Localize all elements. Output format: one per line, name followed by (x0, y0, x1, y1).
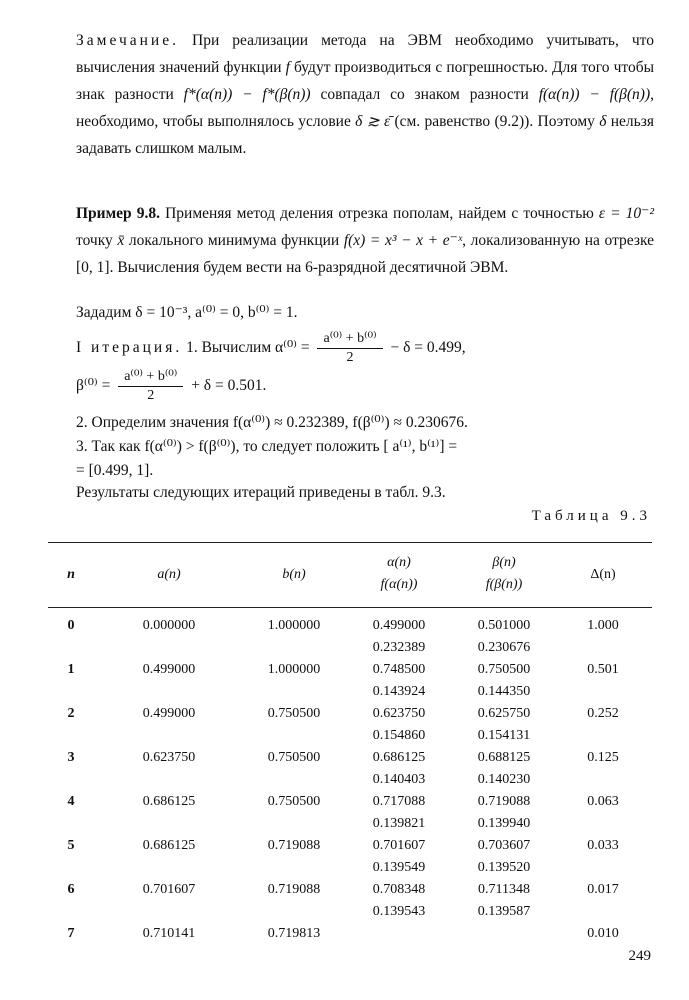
cell-n: 5 (67, 838, 75, 853)
cell-delta: 0.125 (587, 750, 619, 765)
cell-f-alpha: 0.139549 (372, 860, 426, 875)
header-b: b(n) (282, 567, 306, 582)
cell-alpha: 0.623750 (372, 706, 426, 721)
empty-cell (94, 681, 244, 703)
empty-cell (48, 901, 94, 923)
cell-n: 1 (67, 662, 75, 677)
header-alpha: α(n) (387, 555, 411, 570)
beta-line (76, 368, 654, 405)
cell-f-beta: 0.139520 (477, 860, 531, 875)
cell-a: 0.623750 (142, 750, 196, 765)
empty-cell (48, 725, 94, 747)
iteration-step-end: − δ = 0.499, (390, 339, 466, 357)
fraction-denominator: 2 (346, 350, 354, 365)
table-row (48, 923, 652, 945)
cell-f-alpha (344, 945, 454, 967)
cell-a: 0.686125 (142, 794, 196, 809)
empty-cell (244, 901, 344, 923)
cell-beta (454, 923, 554, 945)
example-paragraph (76, 200, 654, 281)
cell-alpha (344, 923, 454, 945)
remark-lead: Замечание. (76, 32, 179, 49)
empty-cell (244, 945, 344, 967)
header-f-beta: f(β(n)) (485, 577, 523, 592)
cell-b: 0.719813 (267, 926, 321, 941)
empty-cell (94, 901, 244, 923)
remark-text: , необходимо, чтобы выполнялось условие (76, 86, 655, 130)
cell-beta: 0.719088 (477, 794, 531, 809)
cell-b: 0.750500 (267, 794, 321, 809)
table-body (48, 615, 652, 967)
cell-alpha: 0.748500 (372, 662, 426, 677)
empty-cell (244, 637, 344, 659)
table-header-rule (48, 607, 652, 608)
fraction (317, 330, 382, 367)
empty-cell (554, 901, 652, 923)
cell-alpha: 0.499000 (372, 618, 426, 633)
cell-delta: 0.033 (587, 838, 619, 853)
empty-cell (554, 681, 652, 703)
beta-start: β⁽⁰⁾ = (76, 377, 111, 395)
table-row-values (48, 725, 652, 747)
table-row-values (48, 945, 652, 967)
cell-f-beta: 0.154131 (477, 728, 531, 743)
table-header (48, 548, 652, 604)
iterations-table (48, 615, 652, 967)
step3-text: = [0.499, 1]. (76, 462, 154, 479)
set-line (76, 300, 654, 326)
iteration-label: I итерация. (76, 339, 183, 357)
empty-cell (94, 945, 244, 967)
empty-cell (554, 769, 652, 791)
cell-f-alpha: 0.139821 (372, 816, 426, 831)
cell-a: 0.000000 (142, 618, 196, 633)
table-row (48, 703, 652, 725)
set-line-text: Зададим δ = 10⁻³, a⁽⁰⁾ = 0, b⁽⁰⁾ = 1. (76, 304, 298, 321)
cell-b: 1.000000 (267, 662, 321, 677)
example-label: Пример 9.8. (76, 205, 160, 222)
empty-cell (554, 857, 652, 879)
step3-text: 3. Так как f(α⁽⁰⁾) > f(β⁽⁰⁾), то следует положить [ a⁽¹⁾, b⁽¹⁾] = (76, 438, 458, 455)
step3-line (76, 434, 654, 460)
empty-cell (554, 813, 652, 835)
cell-n: 0 (67, 618, 75, 633)
math-function: f(x) = x³ − x + e⁻ˣ (343, 232, 463, 249)
empty-cell (554, 725, 652, 747)
cell-a: 0.499000 (142, 706, 196, 721)
example-text: локального минимума функции (124, 232, 344, 249)
math-f: f (285, 59, 290, 76)
math-delta: δ (599, 113, 607, 130)
cell-a: 0.686125 (142, 838, 196, 853)
remark-text: будут производиться с погрешностью. Для того чтобы знак разности (76, 59, 655, 103)
empty-cell (244, 769, 344, 791)
cell-f-alpha: 0.143924 (372, 684, 426, 699)
header-delta: Δ(n) (590, 567, 616, 582)
table-row (48, 791, 652, 813)
fraction (118, 368, 183, 405)
cell-f-alpha: 0.232389 (372, 640, 426, 655)
math-expression: f(α(n)) − f(β(n)) (538, 86, 651, 103)
table-row-values (48, 637, 652, 659)
cell-delta: 0.252 (587, 706, 619, 721)
results-text: Результаты следующих итераций приведены в табл. 9.3. (76, 484, 446, 501)
cell-beta: 0.711348 (478, 882, 530, 897)
cell-f-beta: 0.140230 (477, 772, 531, 787)
empty-cell (244, 857, 344, 879)
cell-f-beta: 0.144350 (477, 684, 531, 699)
fraction-numerator: a⁽⁰⁾ + b⁽⁰⁾ (317, 330, 382, 349)
cell-alpha: 0.686125 (372, 750, 426, 765)
cell-delta: 0.501 (587, 662, 619, 677)
empty-cell (48, 637, 94, 659)
cell-delta: 0.017 (587, 882, 619, 897)
example-text: , локализованную на отрезке [0, 1]. Вычисления будем вести на 6-разрядной десятичной ЭВМ. (76, 232, 655, 276)
empty-cell (244, 725, 344, 747)
empty-cell (94, 637, 244, 659)
iteration-line (76, 330, 654, 367)
remark-paragraph (76, 27, 654, 162)
step2-text: 2. Определим значения f(α⁽⁰⁾) ≈ 0.232389, f(β⁽⁰⁾) ≈ 0.230676. (76, 414, 468, 431)
cell-delta: 0.063 (587, 794, 619, 809)
empty-cell (48, 681, 94, 703)
example-text: Применяя метод деления отрезка пополам, найдем с точностью (160, 205, 599, 222)
table-row (48, 879, 652, 901)
cell-b: 0.719088 (267, 838, 321, 853)
table-row-values (48, 857, 652, 879)
table-row (48, 659, 652, 681)
cell-alpha: 0.717088 (372, 794, 426, 809)
cell-f-alpha: 0.154860 (372, 728, 426, 743)
math-xbar: x̄ (117, 232, 125, 249)
table-row-values (48, 901, 652, 923)
empty-cell (94, 813, 244, 835)
remark-text: (см. равенство (9.2)). Поэтому (390, 113, 600, 130)
cell-n: 3 (67, 750, 75, 765)
cell-beta: 0.750500 (477, 662, 531, 677)
cell-alpha: 0.708348 (372, 882, 426, 897)
math-expression: f*(α(n)) − f*(β(n)) (183, 86, 311, 103)
cell-beta: 0.501000 (477, 618, 531, 633)
table-row (48, 747, 652, 769)
empty-cell (94, 769, 244, 791)
cell-a: 0.710141 (142, 926, 196, 941)
cell-a: 0.499000 (142, 662, 196, 677)
cell-a: 0.701607 (142, 882, 196, 897)
beta-end: + δ = 0.501. (191, 377, 267, 395)
remark-text: совпадал со знаком разности (310, 86, 539, 103)
cell-b: 0.750500 (267, 750, 321, 765)
results-line (76, 480, 654, 506)
cell-b: 0.719088 (267, 882, 321, 897)
remark-text: нельзя задавать слишком малым. (76, 113, 654, 157)
math-expression: δ ≳ ε̄ (355, 113, 391, 130)
header-n: n (67, 567, 75, 582)
cell-f-beta: 0.139940 (477, 816, 531, 831)
page-number: 249 (628, 948, 651, 964)
table-row (48, 835, 652, 857)
table-top-rule (48, 542, 652, 543)
cell-beta: 0.625750 (477, 706, 531, 721)
iteration-step: 1. Вычислим α⁽⁰⁾ = (182, 339, 310, 357)
cell-beta: 0.688125 (477, 750, 531, 765)
header-beta: β(n) (492, 555, 516, 570)
header-a: a(n) (157, 567, 181, 582)
empty-cell (244, 813, 344, 835)
cell-f-alpha: 0.139543 (372, 904, 426, 919)
empty-cell (94, 725, 244, 747)
cell-f-beta (454, 945, 554, 967)
step2-line (76, 410, 654, 436)
fraction-denominator: 2 (147, 388, 155, 403)
table-row-values (48, 813, 652, 835)
cell-n: 4 (67, 794, 75, 809)
empty-cell (94, 857, 244, 879)
cell-f-beta: 0.230676 (477, 640, 531, 655)
table-row-values (48, 681, 652, 703)
empty-cell (48, 857, 94, 879)
cell-n: 6 (67, 882, 75, 897)
cell-b: 0.750500 (267, 706, 321, 721)
empty-cell (244, 681, 344, 703)
empty-cell (48, 769, 94, 791)
cell-delta: 0.010 (587, 926, 619, 941)
cell-f-alpha: 0.140403 (372, 772, 426, 787)
cell-alpha: 0.701607 (372, 838, 426, 853)
fraction-numerator: a⁽⁰⁾ + b⁽⁰⁾ (118, 368, 183, 387)
table-row-values (48, 769, 652, 791)
example-text: точку (76, 232, 118, 249)
empty-cell (48, 945, 94, 967)
empty-cell (554, 637, 652, 659)
cell-f-beta: 0.139587 (477, 904, 531, 919)
remark-text: При реализации метода на ЭВМ необходимо учитывать, что вычисления значений функции (76, 32, 654, 76)
cell-n: 2 (67, 706, 75, 721)
table-title: Таблица 9.3 (531, 508, 651, 524)
cell-delta: 1.000 (587, 618, 619, 633)
table-row (48, 615, 652, 637)
cell-b: 1.000000 (267, 618, 321, 633)
header-f-alpha: f(α(n)) (380, 577, 418, 592)
math-epsilon: ε = 10⁻² (598, 205, 654, 222)
cell-n: 7 (67, 926, 75, 941)
empty-cell (48, 813, 94, 835)
cell-beta: 0.703607 (477, 838, 531, 853)
